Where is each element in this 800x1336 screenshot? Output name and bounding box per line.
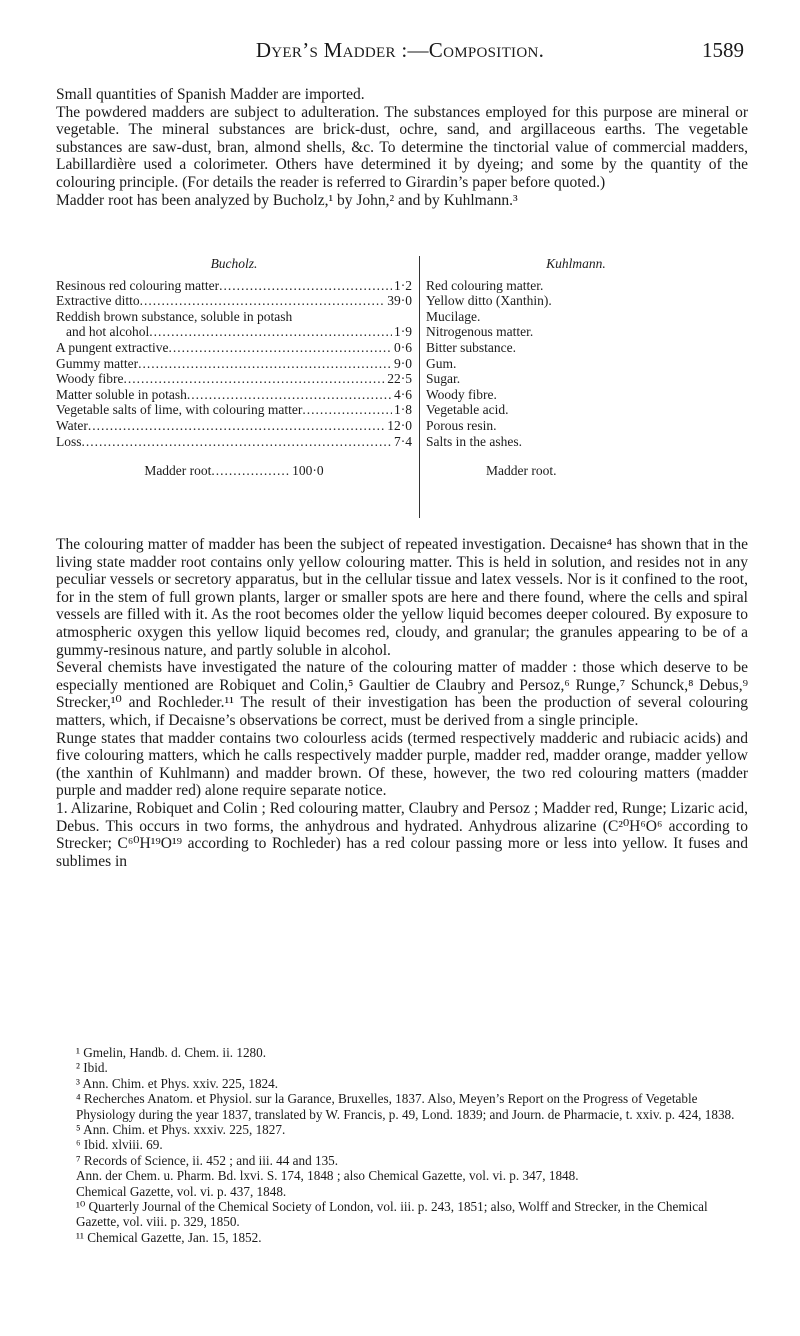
bucholz-row-name: A pungent extractive (56, 339, 169, 355)
footnote: ¹ Gmelin, Handb. d. Chem. ii. 1280. (76, 1045, 267, 1060)
bucholz-row-value: 12·0 (387, 417, 412, 433)
bucholz-row (56, 402, 412, 418)
kuhlmann-row: Woody fibre. (426, 386, 497, 402)
bucholz-row (56, 309, 412, 325)
bucholz-row (56, 387, 412, 403)
bucholz-row (56, 434, 412, 450)
bucholz-row-name: Gummy matter (56, 355, 139, 371)
bucholz-row-value: 39·0 (387, 293, 412, 309)
bucholz-row (56, 324, 412, 340)
bucholz-row-name: Water (56, 417, 88, 433)
bucholz-row (56, 293, 412, 309)
footnote: Ann. der Chem. u. Pharm. Bd. lxvi. S. 174, 1848 ; also Chemical Gazette, vol. vi. p. 347, 1848. (76, 1168, 579, 1184)
bucholz-row-value: 1·2 (394, 277, 412, 293)
footnote: ⁶ Ibid. xlviii. 69. (76, 1137, 163, 1153)
bucholz-row-value: 7·4 (394, 433, 412, 449)
bucholz-heading: Bucholz. (210, 256, 258, 271)
running-header (0, 38, 800, 64)
intro-paragraph: Small quantities of Spanish Madder are imported. (56, 86, 365, 103)
bucholz-row-name: Woody fibre (56, 371, 124, 387)
kuhlmann-row: Porous resin. (426, 417, 497, 433)
paragraph: 1. Alizarine, Robiquet and Colin ; Red colouring matter, Claubry and Persoz ; Madder red, Runge; Lizaric acid, Debus. This occurs in two forms, the anhydrous and hydrated. Anhydrous alizarine (C²⁰H⁶O⁶ according to Strecker; C⁶⁰H¹⁹O¹⁹ according to Rochleder) has a red colour passing more or less into yellow. It fuses and sublimes in (56, 799, 748, 870)
kuhlmann-row: Bitter substance. (426, 339, 516, 355)
intro-text (56, 86, 748, 209)
kuhlmann-row: Mucilage. (426, 308, 481, 324)
paragraph: Runge states that madder contains two colourless acids (termed respectively madderic and rubiacic acids) and five colouring matters, which he calls respectively madder purple, madder red, madder orange, madder yellow (the xanthin of Kuhlmann) and madder brown. Of these, however, the two red colouring matters (madder purple and madder red) alone require separate notice. (56, 729, 748, 800)
bucholz-row-value: 4·6 (394, 386, 412, 402)
bucholz-total: Madder root .................. 100·0 (144, 463, 324, 479)
column-divider (419, 256, 420, 518)
page-number: 1589 (702, 38, 744, 62)
paragraph: The colouring matter of madder has been the subject of repeated investigation. Decaisne⁴ has shown that in the living state madder root contains only yellow colouring matter. This is held in solution, and resides not in any peculiar vessels or secretory apparatus, but in the cellular tissue and latex vessels. Nor is it confined to the root, for in the stem of full grown plants, larger or smaller spots are here and there found, where the cells and spiral vessels are filled with it. As the root becomes older the yellow liquid becomes deeper coloured. By exposure to atmospheric oxygen this yellow liquid becomes red, cloudy, and granular; the granules appearing to be of a gummy-resinous nature, and partly soluble in alcohol. (56, 536, 748, 659)
footnote: Chemical Gazette, vol. vi. p. 437, 1848. (76, 1183, 287, 1199)
bucholz-row-value: 22·5 (387, 371, 412, 387)
footnote: ⁴ Recherches Anatom. et Physiol. sur la Garance, Bruxelles, 1837. Also, Meyen’s Report on the Progress of Vegetable Physiology during the year 1837, translated by W. Francis, p. 49, Lond. 1839; and Journ. de Pharmacie, t. xxiv. p. 424, 1838. (76, 1091, 735, 1122)
intro-paragraph: The powdered madders are subject to adulteration. The substances employed for this purpose are mineral or vegetable. The mineral substances are brick-dust, ochre, sand, and argillaceous earths. The vegetable substances are saw-dust, bran, almond shells, &c. To determine the tinctorial value of commercial madders, Labillardière used a colorimeter. Others have determined it by dyeing; and some by the quantity of the colouring principle. (For details the reader is referred to Girardin’s paper before quoted.) (56, 103, 748, 191)
bucholz-table (56, 256, 412, 479)
kuhlmann-row: Red colouring matter. (426, 277, 544, 293)
paragraph: Several chemists have investigated the nature of the colouring matter of madder : those which deserve to be especially mentioned are Robiquet and Colin,⁵ Gaultier de Claubry and Persoz,⁶ Runge,⁷ Schunck,⁸ Debus,⁹ Strecker,¹⁰ and Rochleder.¹¹ The result of their investigation has been the production of several colouring matters, which, if Decaisne’s observations be correct, must be derived from a single principle. (56, 659, 748, 729)
composition-tables (56, 256, 748, 479)
bucholz-row-name: Loss (56, 433, 82, 449)
bucholz-row (56, 278, 412, 294)
footnote: ¹⁰ Quarterly Journal of the Chemical Society of London, vol. iii. p. 243, 1851; also, Wolff and Strecker, in the Chemical Gazette, vol. viii. p. 329, 1850. (76, 1199, 708, 1230)
kuhlmann-row: Nitrogenous matter. (426, 324, 534, 340)
bucholz-row-value: 1·8 (394, 402, 412, 418)
kuhlmann-heading: Kuhlmann. (546, 256, 606, 271)
bucholz-row-value: 9·0 (394, 355, 412, 371)
intro-paragraph: Madder root has been analyzed by Bucholz,¹ by John,² and by Kuhlmann.³ (56, 191, 518, 209)
bucholz-row (56, 340, 412, 356)
bucholz-row (56, 356, 412, 372)
bucholz-row-name: and hot alcohol (66, 324, 150, 340)
bucholz-row-name: Vegetable salts of lime, with colouring matter (56, 402, 303, 418)
kuhlmann-row: Sugar. (426, 371, 461, 387)
bucholz-row-name: Resinous red colouring matter (56, 277, 220, 293)
bucholz-row-value: 1·9 (394, 324, 412, 340)
bucholz-row-name: Reddish brown substance, soluble in potash (56, 308, 293, 324)
footnote: ⁵ Ann. Chim. et Phys. xxxiv. 225, 1827. (76, 1122, 286, 1138)
footnotes (56, 1045, 748, 1245)
footnote: ¹¹ Chemical Gazette, Jan. 15, 1852. (76, 1229, 262, 1245)
bucholz-row-value: 0·6 (394, 339, 412, 355)
bucholz-row-name: Matter soluble in potash (56, 386, 187, 402)
running-title: Dyer’s Madder :—Composition. (255, 38, 545, 62)
kuhlmann-row: Salts in the ashes. (426, 433, 522, 449)
kuhlmann-row: Gum. (426, 355, 457, 371)
footnote: ⁷ Records of Science, ii. 452 ; and iii. 44 and 135. (76, 1152, 339, 1168)
bucholz-row (56, 418, 412, 434)
bucholz-row (56, 371, 412, 387)
kuhlmann-total: Madder root. (486, 463, 557, 479)
footnote: ³ Ann. Chim. et Phys. xxiv. 225, 1824. (76, 1075, 279, 1091)
kuhlmann-table (426, 256, 726, 479)
main-text (56, 536, 748, 870)
bucholz-row-name: Extractive ditto (56, 293, 140, 309)
footnote: ² Ibid. (76, 1060, 108, 1076)
kuhlmann-row: Vegetable acid. (426, 402, 509, 418)
kuhlmann-row: Yellow ditto (Xanthin). (426, 293, 552, 309)
